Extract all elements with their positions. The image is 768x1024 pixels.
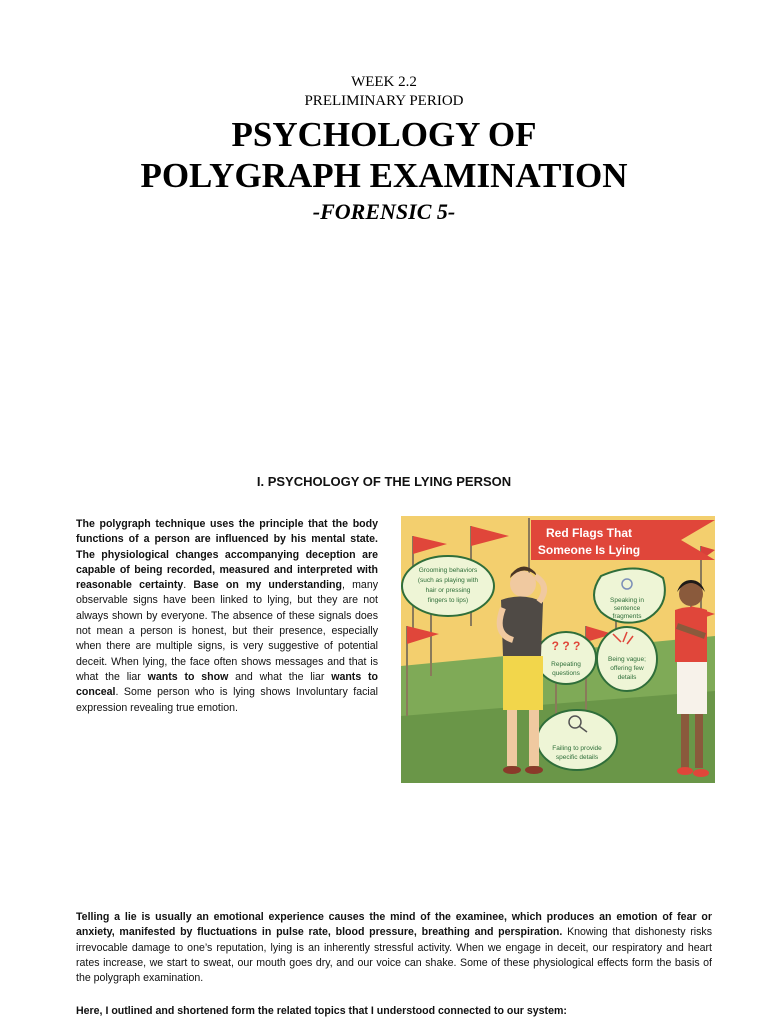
vague-line3: details	[617, 674, 637, 681]
repeating-line1: Repeating	[551, 661, 581, 668]
question-marks: ? ? ?	[551, 639, 581, 653]
banner-line1: Red Flags That	[545, 526, 633, 540]
illustration-canvas	[401, 516, 715, 783]
para1-bold-a: The polygraph technique uses the principle that the body functions of a person are influenced by his mental state.	[76, 518, 378, 546]
grooming-line1: Grooming behaviors	[418, 567, 478, 574]
week-label: WEEK 2.2	[351, 74, 417, 90]
document-title-line1: PSYCHOLOGY OF	[231, 115, 537, 154]
section-heading: I. PSYCHOLOGY OF THE LYING PERSON	[256, 474, 512, 489]
second-paragraph	[76, 910, 712, 986]
vague-line2: offering few	[610, 665, 644, 672]
failing-line1: Failing to provide	[552, 745, 602, 752]
bubble-fragments	[594, 568, 665, 622]
bubble-grooming	[402, 556, 494, 616]
para1-text-c: , many observable signs have been linked to lying, but they are not always shown by everyone. The absence of these signals does not mean a person is honest, but their presence, especially when there are multiple signs, is very suggestive of potential deceit. When lying, the face often shows messages and that is what the liar	[76, 579, 379, 683]
repeating-line2: questions	[552, 670, 580, 677]
para1-bold-e: wants to conceal	[76, 670, 379, 699]
para2-text-a: Knowing that dishonesty risks irrevocable damage to one’s reputation, lying is an inherently stressful activity. When we engage in deceit, our respiratory and heart rates increase, we start to sweat, our mouth goes dry, and our voice can shake. Some of these physiological effects form the basis of the polygraph examination.	[76, 926, 712, 985]
document-subtitle: -FORENSIC 5-	[312, 199, 456, 224]
grooming-line2: (such as playing with	[417, 577, 479, 584]
outline-intro: Here, I outlined and shortened form the related topics that I understood connected to our system:	[76, 1005, 567, 1017]
para1-bold-b: The physiological changes accompanying deception are capable of being recorded, measured and interpreted with reasonable certainty	[76, 548, 378, 592]
failing-line2: specific details	[555, 754, 599, 761]
para1-text-d: and what the liar	[228, 670, 332, 683]
banner-line2: Someone Is Lying	[537, 543, 641, 557]
grooming-line3: hair or pressing	[425, 587, 471, 594]
bubble-vague	[597, 627, 657, 691]
bubble-failing	[537, 710, 617, 770]
intro-paragraph	[76, 517, 378, 716]
bubble-repeating	[536, 632, 596, 684]
fragments-line1: Speaking in	[610, 597, 644, 604]
document-title-line2: POLYGRAPH EXAMINATION	[140, 156, 628, 195]
red-flags-illustration	[401, 516, 715, 783]
vague-line1: Being vague;	[608, 656, 646, 663]
period-label: PRELIMINARY PERIOD	[304, 93, 464, 109]
fragments-line3: fragments	[612, 613, 642, 620]
fragments-line2: sentence	[613, 605, 641, 612]
grooming-line4: fingers to lips)	[427, 597, 469, 604]
para1-bold-c: Base on my understanding	[193, 579, 342, 592]
para1-text-e: . Some person who is lying shows Involuntary facial expression revealing true emotion.	[76, 686, 378, 714]
para1-bold-d: wants to show	[147, 670, 229, 683]
para1-text-b: .	[183, 579, 194, 592]
para2-bold-a: Telling a lie is usually an emotional experience causes the mind of the examinee, which produces an emotion of fear or anxiety, manifested by fluctuations in pulse rate, blood pressure, breathing and perspiration.	[76, 911, 712, 939]
